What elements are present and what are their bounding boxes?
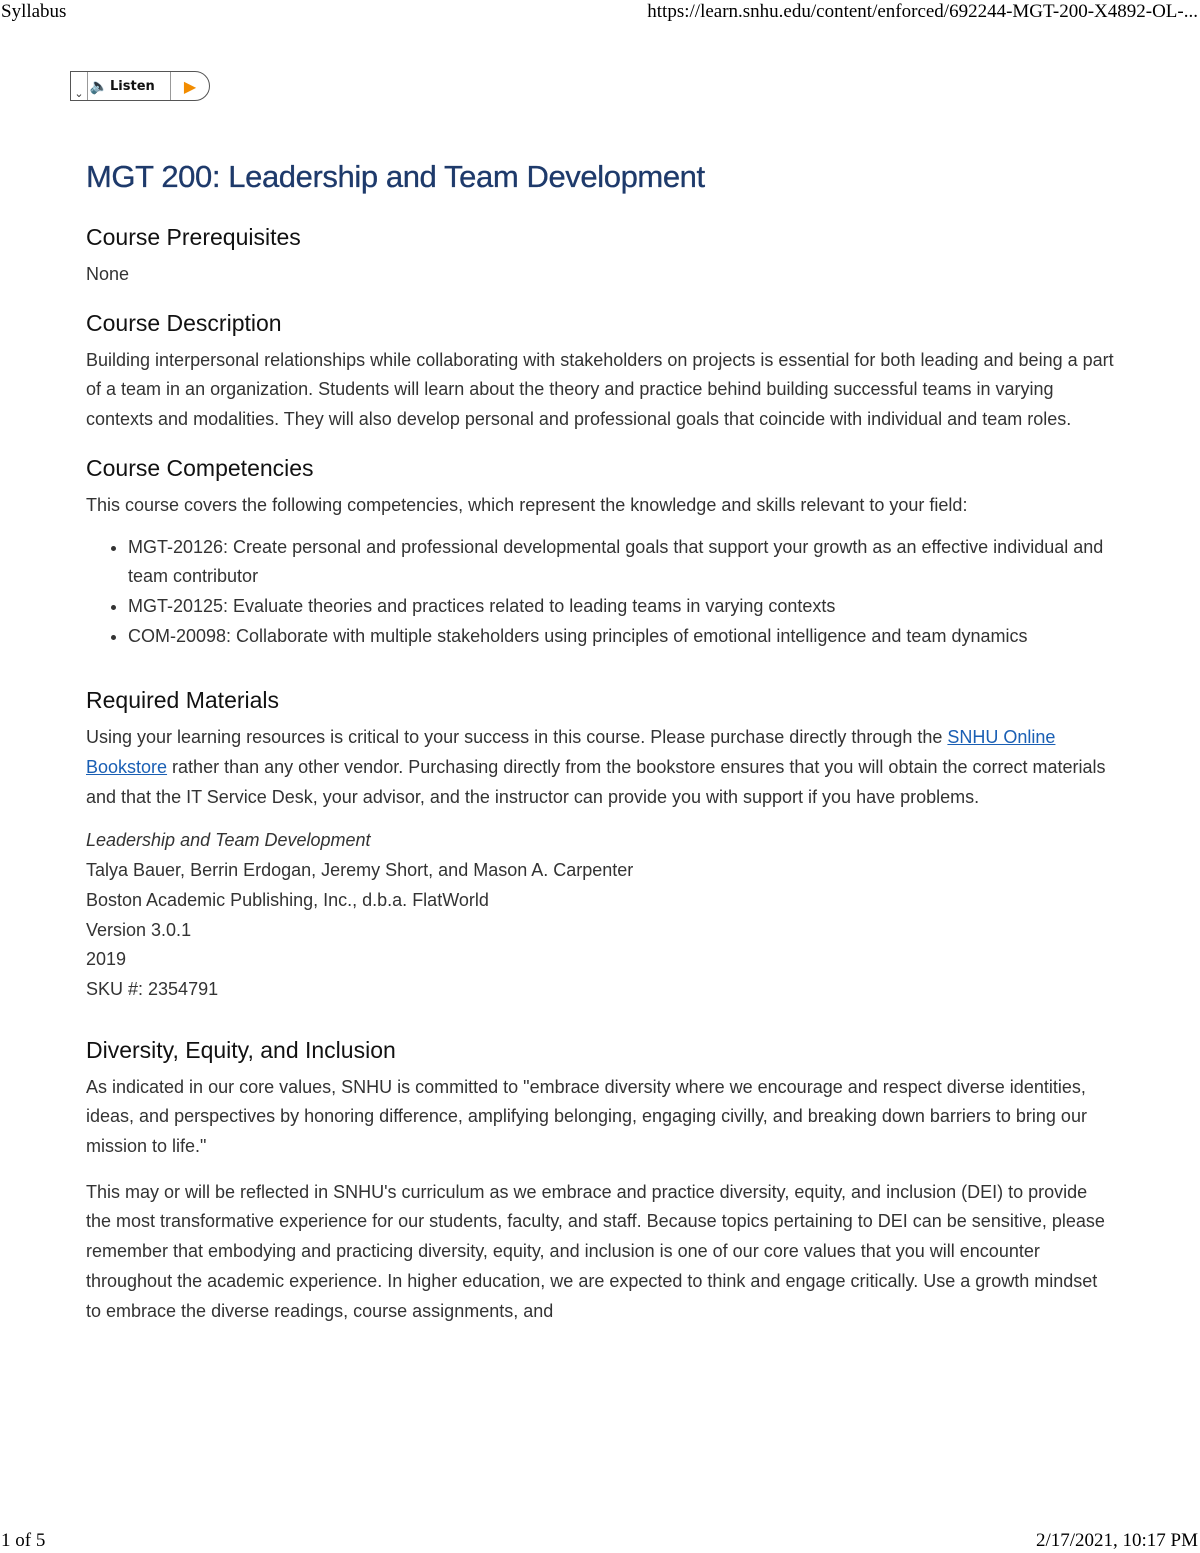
- materials-text-before: Using your learning resources is critical to your success in this course. Please purchase directly through the: [86, 727, 948, 748]
- description-text: Building interpersonal relationships while collaborating with stakeholders on projects is essential for both leading and being a part of a team in an organization. Students will learn about the theory and practice behind building successful teams in varying contexts and modalities. They will also develop personal and professional goals that coincide with individual and team roles.: [86, 349, 1114, 430]
- book-authors: Talya Bauer, Berrin Erdogan, Jeremy Short, and Mason A. Carpenter: [86, 860, 634, 881]
- book-publisher: Boston Academic Publishing, Inc., d.b.a. FlatWorld: [86, 889, 489, 910]
- materials-heading: Required Materials: [86, 687, 280, 714]
- dei-paragraph-1: As indicated in our core values, SNHU is committed to "embrace diversity where we encourage and respect diverse identities, ideas, and perspectives by honoring difference, amplifying belonging, engaging civilly, and breaking down barriers to bring our mission to life.": [86, 1076, 1087, 1157]
- play-icon[interactable]: ▶: [170, 72, 209, 100]
- competencies-heading: Course Competencies: [86, 454, 314, 481]
- list-item: • MGT-20125: Evaluate theories and practices related to leading teams in varying contexts: [128, 592, 1116, 622]
- book-version: Version 3.0.1: [86, 919, 192, 940]
- competencies-list: [86, 533, 1116, 652]
- listen-button[interactable]: Listen: [110, 78, 155, 94]
- prerequisites-heading: Course Prerequisites: [86, 224, 301, 250]
- dei-paragraph-2: This may or will be reflected in SNHU's curriculum as we embrace and practice diversity, equity, and inclusion (DEI) to provide the most transformative experience for our students, faculty, and staff. Because topics pertaining to DEI can be sensitive, please remember that embodying and practicing diversity, equity, and inclusion is one of our core values that you will encounter throughout the academic experience. In higher education, we are expected to think and engage critically. Use a growth mindset to embrace the diverse readings, course assignments, and: [86, 1181, 1105, 1321]
- prerequisites-text: None: [86, 264, 130, 284]
- print-footer: [0, 1529, 1200, 1553]
- print-header-title: Syllabus: [1, 1, 67, 22]
- page-number: 1 of 5: [1, 1530, 46, 1551]
- materials-text-after: rather than any other vendor. Purchasing directly from the bookstore ensures that you will obtain the correct materials and that the IT Service Desk, your advisor, and the instructor can provide you with support if you have problems.: [86, 757, 1106, 807]
- book-year: 2019: [86, 949, 127, 970]
- bookstore-link[interactable]: SNHU Online Bookstore: [86, 727, 1056, 778]
- chevron-down-icon[interactable]: ⌄: [71, 72, 88, 100]
- book-title: Leadership and Team Development: [86, 830, 371, 851]
- description-heading: Course Description: [86, 309, 282, 336]
- syllabus-content: [86, 150, 1116, 1338]
- book-details: [86, 826, 1116, 1004]
- list-item: • COM-20098: Collaborate with multiple stakeholders using principles of emotional intelligence and team dynamics: [128, 622, 1116, 652]
- print-header: [0, 0, 1200, 26]
- listen-widget[interactable]: [70, 71, 210, 101]
- speaker-icon: 🔈: [89, 77, 109, 95]
- page-title: MGT 200: Leadership and Team Development: [86, 159, 705, 194]
- list-item: • MGT-20126: Create personal and professional developmental goals that support your growth as an effective individual and team contributor: [128, 533, 1116, 592]
- print-header-url: https://learn.snhu.edu/content/enforced/692244-MGT-200-X4892-OL-...: [647, 1, 1198, 22]
- print-timestamp: 2/17/2021, 10:17 PM: [1035, 1530, 1198, 1551]
- book-sku: SKU #: 2354791: [86, 978, 219, 999]
- dei-heading: Diversity, Equity, and Inclusion: [86, 1036, 396, 1063]
- competencies-intro: This course covers the following competencies, which represent the knowledge and skills relevant to your field:: [86, 494, 968, 515]
- materials-text: [86, 723, 1116, 812]
